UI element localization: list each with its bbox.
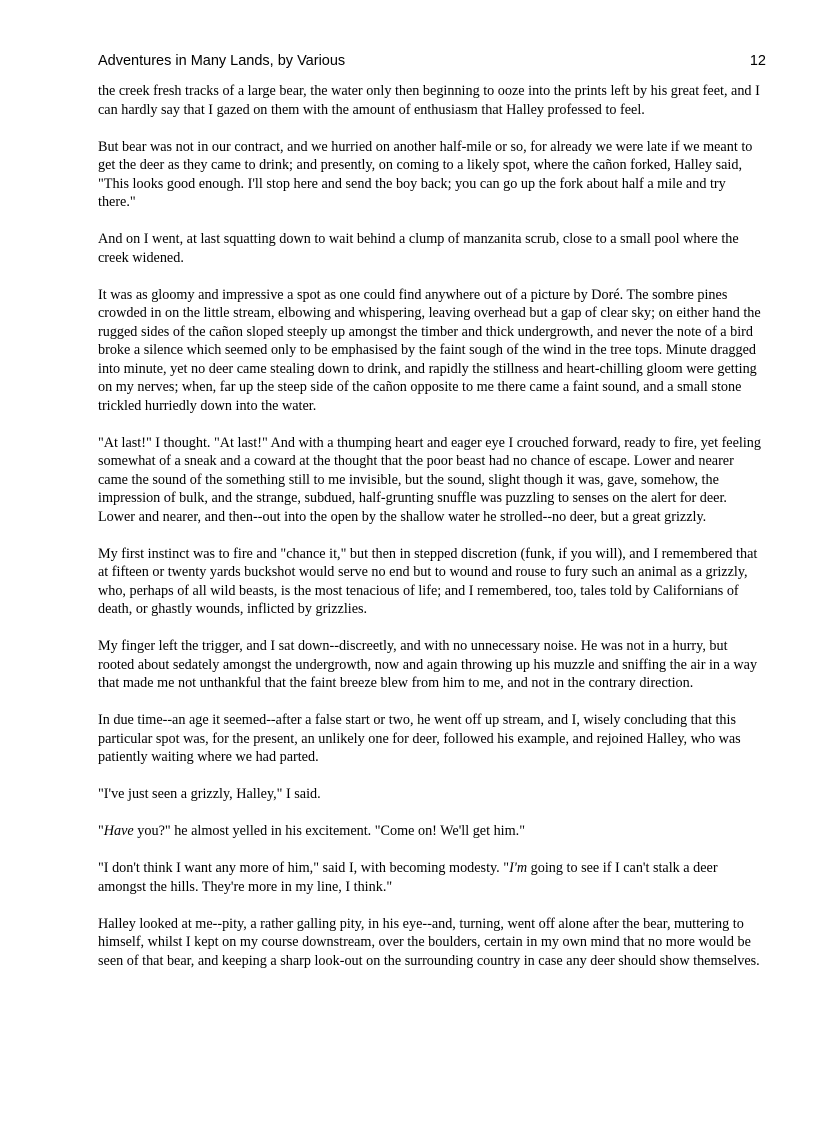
paragraph: Halley looked at me--pity, a rather galling pity, in his eye--and, turning, went off alone after the bear, muttering to himself, whilst I kept on my course downstream, over the boulders, certain in my own mind that no more would be seen of that bear, and keeping a sharp look-out on the surrounding country in case any deer should show themselves. — [98, 915, 760, 969]
text-run: you?" he almost yelled in his excitement. "Come on! We'll get him." — [133, 823, 525, 839]
page-body — [98, 82, 762, 989]
paragraph — [98, 822, 762, 841]
text-run: "I don't think I want any more of him," said I, with becoming modesty. " — [98, 860, 510, 876]
paragraph: "I've just seen a grizzly, Halley," I said. — [98, 786, 321, 802]
book-title: Adventures in Many Lands, by Various — [98, 53, 346, 69]
page-number: 12 — [749, 53, 766, 69]
page-header — [98, 52, 766, 70]
text-run: going to see if I can't stalk a deer amongst the hills. They're more in my line, I think." — [98, 860, 718, 895]
paragraph: My finger left the trigger, and I sat down--discreetly, and with no unnecessary noise. He was not in a hurry, but rooted about sedately amongst the undergrowth, now and again throwing up his muzzle and sniffing the air in a way that made me not unthankful that the faint breeze blew from him to me, and not in the contrary direction. — [98, 638, 758, 691]
text-run: " — [98, 823, 104, 839]
paragraph: "At last!" I thought. "At last!" And with a thumping heart and eager eye I crouched forward, ready to fire, yet feeling somewhat of a sneak and a coward at the thought that the poor beast had no chance of escape. Lower and nearer came the sound of the something still to me invisible, but the sound, slight though it was, gave, somehow, the impression of bulk, and the strange, subdued, half-grunting snuffle was puzzling to senses on the alert for deer. Lower and nearer, and then--out into the open by the shallow water he strolled--no deer, but a great grizzly. — [98, 434, 761, 525]
paragraph: the creek fresh tracks of a large bear, the water only then beginning to ooze into the prints left by his great feet, and I can hardly say that I gazed on them with the amount of enthusiasm that Halley professed to feel. — [98, 83, 760, 118]
emphasis: Have — [103, 823, 134, 839]
paragraph — [98, 859, 762, 896]
emphasis: I'm — [509, 860, 528, 876]
paragraph: In due time--an age it seemed--after a false start or two, he went off up stream, and I, wisely concluding that this particular spot was, for the present, an unlikely one for deer, followed his example, and rejoined Halley, who was patiently waiting where we had parted. — [98, 712, 741, 765]
paragraph: And on I went, at last squatting down to wait behind a clump of manzanita scrub, close to a small pool where the creek widened. — [98, 231, 739, 266]
paragraph: But bear was not in our contract, and we hurried on another half-mile or so, for already we were late if we meant to get the deer as they came to drink; and presently, on coming to a likely spot, where the cañon forked, Halley said, "This looks good enough. I'll stop here and send the boy back; you can go up the fork about half a mile and try there." — [98, 138, 753, 210]
paragraph: My first instinct was to fire and "chance it," but then in stepped discretion (funk, if you will), and I remembered that at fifteen or twenty yards buckshot would serve no end but to wound and rouse to fury such an animal as a grizzly, who, perhaps of all wild beasts, is the most tenacious of life; and I remembered, too, tales told by Californians of death, or ghastly wounds, inflicted by grizzlies. — [98, 545, 758, 617]
paragraph: It was as gloomy and impressive a spot as one could find anywhere out of a picture by Doré. The sombre pines crowded in on the little stream, elbowing and whispering, leaving overhead but a gap of clear sky; on either hand the rugged sides of the cañon sloped steeply up amongst the timber and thick undergrowth, and never the note of a bird broke a silence which seemed only to be emphasised by the faint sough of the wind in the tree tops. Minute dragged into minute, yet no deer came stealing down to drink, and rapidly the stillness and heart-chilling gloom were getting on my nerves; when, far up the steep side of the cañon opposite to me there came a faint sound, and a small stone trickled hurriedly down into the water. — [98, 286, 761, 414]
